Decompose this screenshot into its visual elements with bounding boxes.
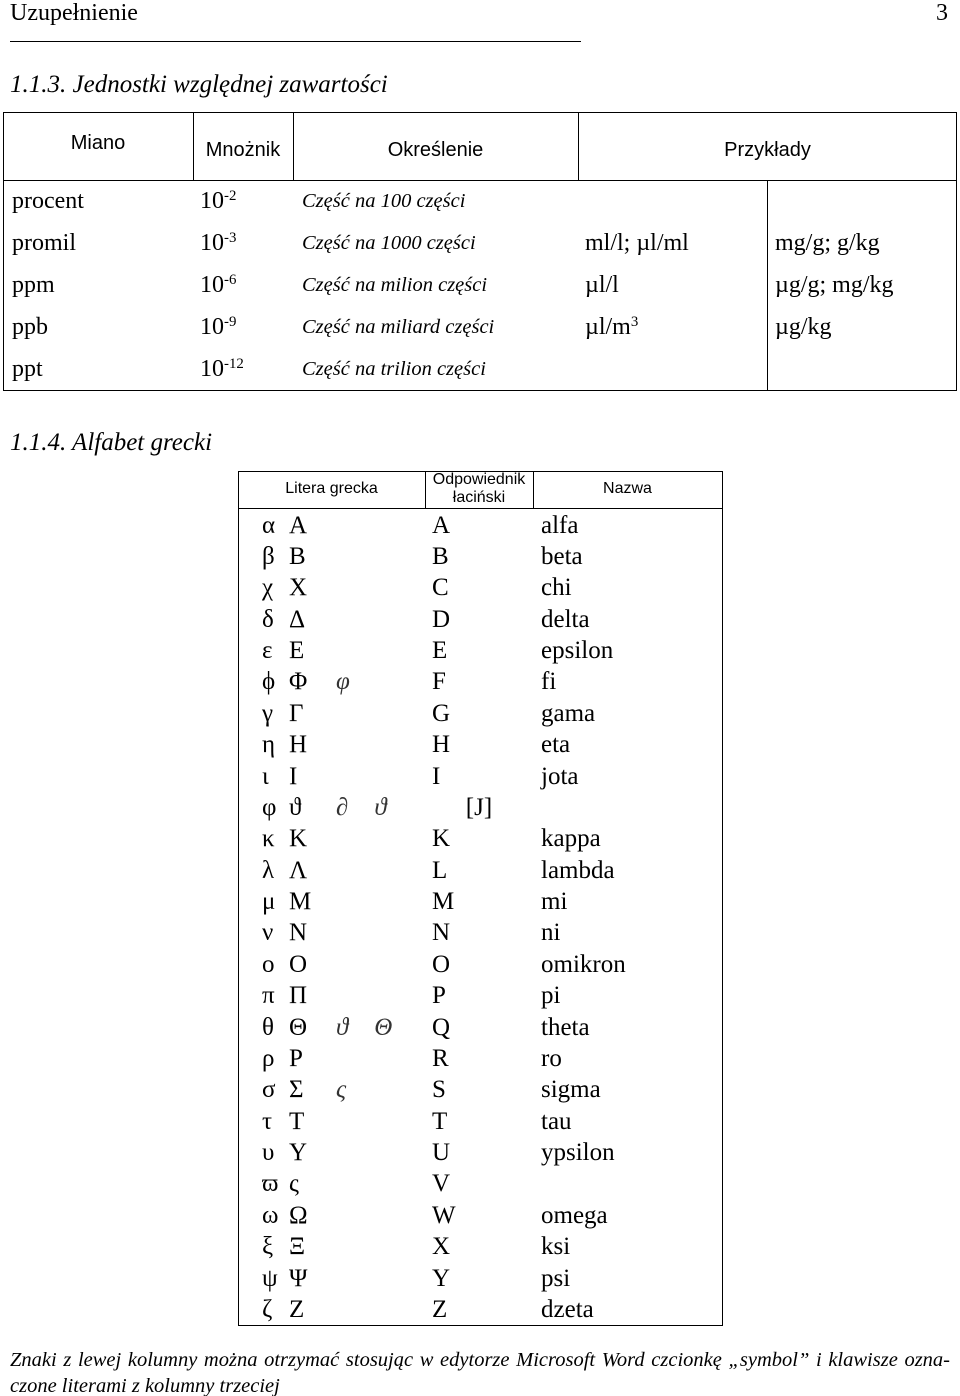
greek-uppercase-letter: Ρ [289,1044,303,1072]
greek-row [0,541,960,572]
example-mass: µg/g; mg/kg [775,272,894,298]
latin-equivalent: T [432,1107,448,1135]
latin-equivalent: F [432,668,446,696]
example-mass: mg/g; g/kg [775,230,880,256]
greek-lowercase-letter: τ [262,1107,273,1135]
column-header-nazwa: Nazwa [603,480,652,497]
latin-equivalent: E [432,637,448,665]
multiplier [200,264,236,306]
greek-row [0,761,960,792]
greek-uppercase-letter: Χ [289,574,308,602]
latin-equivalent: W [432,1201,456,1229]
greek-row [0,1106,960,1137]
multiplier-exponent: -3 [224,229,237,246]
greek-lowercase-letter: ω [262,1201,279,1229]
latin-equivalent: D [432,605,451,633]
greek-uppercase-letter: ϑ [289,793,302,821]
latin-equivalent: V [432,1170,451,1198]
latin-equivalent: A [432,511,451,539]
multiplier [200,306,236,348]
page-number: 3 [936,0,948,26]
greek-letter-variants [336,666,350,697]
greek-lowercase-letter: β [262,542,275,570]
greek-row [0,1012,960,1043]
column-header-odpowiednik-line1: Odpowiednik [432,471,526,488]
greek-letter-name: fi [541,668,557,696]
multiplier-exponent: -9 [224,313,237,330]
latin-equivalent: B [432,542,449,570]
unit-definition: Część na 100 części [302,190,466,212]
section-heading-units: 1.1.3. Jednostki względnej zawartości [10,71,388,98]
multiplier-base: 10 [200,356,224,382]
greek-letter-variant: ς [336,1076,347,1104]
greek-letter-name: tau [541,1107,572,1135]
multiplier [200,180,236,222]
greek-uppercase-letter: Λ [289,856,308,884]
example-volume [585,222,689,264]
greek-letter-name: omikron [541,950,626,978]
footnote-line-1: Znaki z lewej kolumny można otrzymać stosując w edytorze Microsoft Word czcionkę „symbol” i klawisze ozna- [10,1349,950,1371]
greek-uppercase-letter: Μ [289,888,312,916]
greek-letter-name: beta [541,542,583,570]
greek-lowercase-letter: ϖ [262,1170,279,1198]
greek-letter-variants [336,1074,346,1105]
running-header-title: Uzupełnienie [10,0,138,26]
multiplier-exponent: -2 [224,187,237,204]
column-header-przyklady: Przykłady [724,139,811,161]
unit-name: procent [12,188,84,214]
greek-letter-name: gama [541,699,596,727]
column-header-odpowiednik-line2: łaciński [452,489,506,506]
greek-uppercase-letter: Ε [289,637,305,665]
latin-equivalent: G [432,699,451,727]
greek-letter-name: eta [541,731,571,759]
greek-letter-name: ypsilon [541,1139,615,1167]
greek-row [0,949,960,980]
greek-row [0,917,960,948]
greek-row [0,729,960,760]
greek-row [0,698,960,729]
greek-letter-name: theta [541,1013,590,1041]
greek-lowercase-letter: φ [262,793,277,821]
latin-equivalent: Y [432,1264,451,1292]
greek-row [0,635,960,666]
greek-lowercase-letter: π [262,982,275,1010]
greek-row [0,980,960,1011]
unit-name: ppb [12,314,48,340]
greek-lowercase-letter: ζ [262,1296,273,1323]
greek-uppercase-letter: Α [289,511,308,539]
greek-row [0,510,960,541]
latin-equivalent: I [432,762,441,790]
unit-definition: Część na trilion części [302,358,486,380]
units-row [0,306,960,348]
unit-definition: Część na milion części [302,274,488,296]
unit-name: ppm [12,272,55,298]
greek-row [0,823,960,854]
greek-row [0,666,960,697]
multiplier-base: 10 [200,314,224,340]
greek-letter-variant: ϑ [374,793,387,821]
latin-equivalent: M [432,888,455,916]
example-volume-text: µl/m [585,314,631,340]
greek-uppercase-letter: Φ [289,668,308,696]
example-volume-text: µl/l [585,272,619,298]
greek-letter-name: epsilon [541,637,614,665]
multiplier [200,222,236,264]
greek-row [0,1137,960,1168]
latin-equivalent: [J] [465,793,493,821]
greek-letter-name: jota [541,762,579,790]
greek-row [0,604,960,635]
greek-letter-name: ni [541,919,561,947]
multiplier-base: 10 [200,188,224,214]
greek-uppercase-letter: Δ [289,605,306,633]
multiplier [200,348,244,390]
greek-uppercase-letter: Κ [289,825,308,853]
greek-row [0,792,960,823]
units-row [0,180,960,222]
greek-lowercase-letter: λ [262,856,275,884]
greek-uppercase-letter: Θ [289,1013,308,1041]
greek-letter-name: omega [541,1201,608,1229]
greek-row [0,1231,960,1262]
greek-lowercase-letter: γ [262,699,274,727]
units-row [0,222,960,264]
section-heading-greek: 1.1.4. Alfabet grecki [10,429,213,456]
multiplier-base: 10 [200,272,224,298]
latin-equivalent: Z [432,1296,448,1323]
greek-letter-name: ro [541,1044,562,1072]
greek-letter-name: mi [541,888,568,916]
greek-letter-name: ksi [541,1233,571,1261]
greek-row [0,572,960,603]
units-row [0,348,960,390]
column-header-litera-grecka: Litera grecka [285,480,378,497]
greek-lowercase-letter: ν [262,919,274,947]
example-volume-exponent: 3 [630,313,639,330]
greek-lowercase-letter: ο [262,950,275,978]
greek-row [0,1043,960,1074]
greek-row [0,855,960,886]
greek-uppercase-letter: Ι [289,762,298,790]
greek-letter-variants [336,792,387,823]
greek-letter-variant: Θ [374,1013,393,1041]
greek-row [0,1294,960,1325]
greek-uppercase-letter: Ζ [289,1296,305,1323]
multiplier-base: 10 [200,230,224,256]
greek-uppercase-letter: Τ [289,1107,305,1135]
greek-lowercase-letter: χ [262,574,274,602]
greek-row [0,1263,960,1294]
greek-uppercase-letter: Ω [289,1201,308,1229]
latin-equivalent: K [432,825,451,853]
greek-letter-name: kappa [541,825,601,853]
greek-row [0,1074,960,1105]
greek-letter-name: chi [541,574,572,602]
greek-uppercase-letter: Ξ [289,1233,306,1261]
greek-letter-name: delta [541,605,590,633]
greek-letter-name: lambda [541,856,615,884]
greek-lowercase-letter: θ [262,1013,274,1041]
example-volume-text: ml/l; µl/ml [585,230,689,256]
unit-definition: Część na 1000 części [302,232,476,254]
greek-lowercase-letter: υ [262,1139,275,1167]
greek-letter-variant: ϑ [336,1013,349,1041]
greek-letter-name: sigma [541,1076,601,1104]
greek-lowercase-letter: η [262,731,276,759]
greek-lowercase-letter: κ [262,825,275,853]
greek-lowercase-letter: ϕ [262,668,276,696]
greek-uppercase-letter: Β [289,542,306,570]
latin-equivalent: R [432,1044,449,1072]
greek-letter-name: pi [541,982,561,1010]
greek-lowercase-letter: ε [262,637,273,665]
column-header-okreslenie: Określenie [387,139,484,161]
greek-lowercase-letter: δ [262,605,274,633]
unit-definition: Część na miliard części [302,316,495,338]
latin-equivalent: L [432,856,448,884]
greek-uppercase-letter: Ν [289,919,308,947]
greek-letter-name: psi [541,1264,571,1292]
greek-lowercase-letter: ξ [262,1233,274,1261]
latin-equivalent: H [432,731,451,759]
greek-uppercase-letter: Σ [289,1076,304,1104]
latin-equivalent: S [432,1076,446,1104]
latin-equivalent: U [432,1139,451,1167]
greek-lowercase-letter: α [262,511,276,539]
units-row [0,264,960,306]
latin-equivalent: N [432,919,451,947]
greek-row [0,886,960,917]
latin-equivalent: C [432,574,449,602]
latin-equivalent: P [432,982,446,1010]
greek-lowercase-letter: ρ [262,1044,275,1072]
greek-letter-name: dzeta [541,1296,594,1323]
greek-letter-variant: ∂ [336,793,349,821]
multiplier-exponent: -12 [224,355,244,372]
unit-name: promil [12,230,76,256]
greek-lowercase-letter: σ [262,1076,276,1104]
greek-lowercase-letter: μ [262,888,276,916]
greek-uppercase-letter: Ο [289,950,308,978]
latin-equivalent: Q [432,1013,451,1041]
header-rule [10,41,581,42]
multiplier-exponent: -6 [224,271,237,288]
greek-uppercase-letter: Π [289,982,308,1010]
greek-row [0,1168,960,1199]
greek-uppercase-letter: Η [289,731,308,759]
greek-letter-variant: φ [336,668,350,696]
greek-letter-variants [336,1012,392,1043]
greek-uppercase-letter: Υ [289,1139,308,1167]
greek-uppercase-letter: Γ [289,699,304,727]
greek-letter-name: alfa [541,511,579,539]
column-header-miano: Miano [70,132,126,154]
latin-equivalent: X [432,1233,451,1261]
greek-uppercase-letter: Ψ [289,1264,308,1292]
greek-row [0,1200,960,1231]
example-volume [585,264,619,306]
example-mass: µg/kg [775,314,832,340]
latin-equivalent: O [432,950,451,978]
greek-lowercase-letter: ψ [262,1264,278,1292]
unit-name: ppt [12,356,43,382]
greek-uppercase-letter: ς [289,1170,299,1198]
greek-lowercase-letter: ι [262,762,269,790]
footnote-line-2: czone literami z kolumny trzeciej [10,1375,280,1396]
example-volume [585,306,638,348]
column-header-mnoznik: Mnożnik [205,139,281,161]
